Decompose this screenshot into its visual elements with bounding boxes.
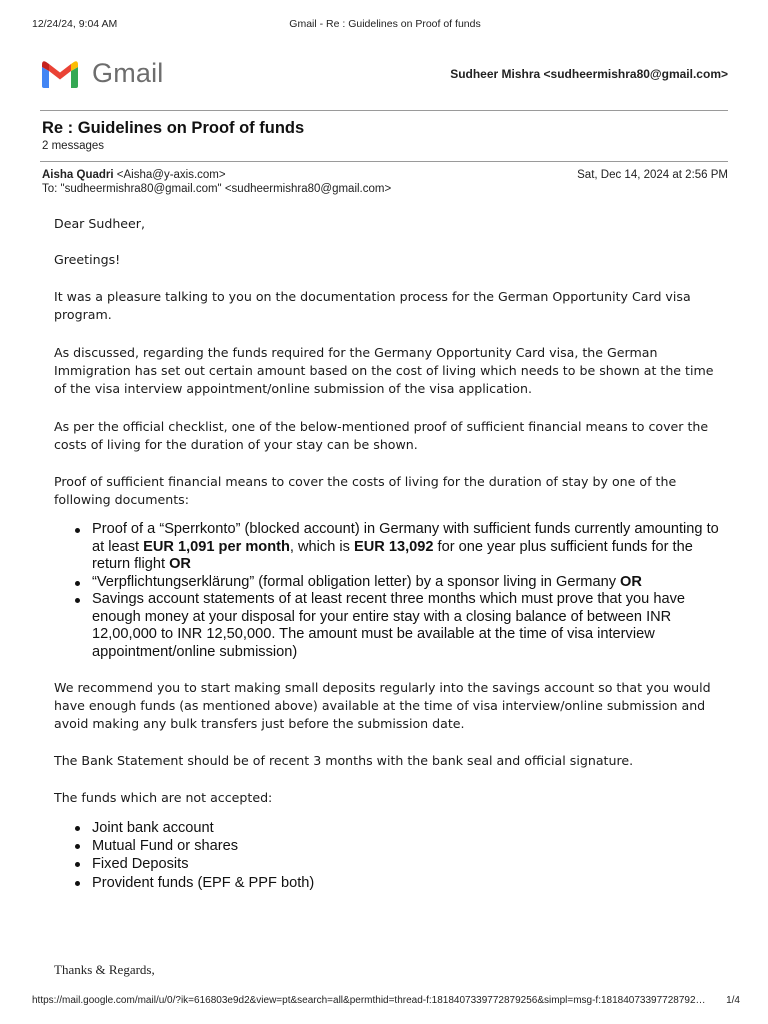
print-title: Gmail - Re : Guidelines on Proof of funds (289, 18, 481, 30)
sender-line (42, 169, 226, 181)
list-item-bold: EUR 13,092 (353, 538, 434, 555)
account-label: Sudheer Mishra <sudheermishra80@gmail.com> (450, 67, 728, 81)
signoff: Thanks & Regards, (54, 962, 155, 977)
page-number: 1/4 (726, 995, 740, 1006)
gmail-header (40, 55, 728, 99)
list-item: Joint bank account (74, 819, 724, 837)
list-item: Provident funds (EPF & PPF both) (74, 874, 724, 892)
list-item (74, 591, 724, 661)
page-url: https://mail.google.com/mail/u/0/?ik=616803e9d2&view=pt&search=all&permthid=thread-f:1818407339772879256&simpl=msg-f:18184073397728792… (32, 995, 706, 1006)
body-paragraph-deposits: We recommend you to start making small deposits regularly into the savings account so that you would have enough funds (as mentioned above) available at the time of visa interview/online submission and avoid making any bulk transfers just before the submission date. (54, 680, 711, 731)
body-paragraph-not-accepted: The funds which are not accepted: (54, 790, 273, 805)
body-paragraph-statement: The Bank Statement should be of recent 3 months with the bank seal and official signature. (54, 753, 634, 768)
thread-subject: Re : Guidelines on Proof of funds (42, 119, 305, 137)
body-paragraph-funds: As discussed, regarding the funds required for the Germany Opportunity Card visa, the German Immigration has set out certain amount based on the cost of living which needs to be shown at the time of the visa interview appointment/online submission of the visa application. (54, 345, 714, 396)
sender-name: Aisha Quadri (42, 169, 114, 181)
message-count: 2 messages (42, 140, 105, 152)
not-accepted-list (74, 819, 724, 892)
body-paragraph-proof: Proof of sufficient financial means to cover the costs of living for the duration of stay by one of the following documents: (54, 474, 677, 507)
sender-email: <Aisha@y-axis.com> (116, 169, 226, 181)
recipient-line: To: "sudheermishra80@gmail.com" <sudheermishra80@gmail.com> (42, 183, 392, 195)
gmail-logo-text: Gmail (92, 58, 164, 88)
list-item-bold: OR (620, 573, 642, 590)
list-item-text: Proof of a “Sperrkonto” (blocked account) in Germany with sufficient funds currently amounting to at least (92, 521, 719, 555)
proof-documents-list (74, 521, 724, 661)
gmail-m-icon (40, 57, 80, 91)
list-item: Mutual Fund or shares (74, 837, 724, 855)
list-item-text: for one year plus sufficient funds for the return flight (92, 538, 693, 572)
header-divider (40, 110, 728, 111)
list-item-text: Savings account statements of at least recent three months which must prove that you have enough money at your disposal for your entire stay with a closing balance of between INR 12,00,000 to INR 12,50,000. The amount must be available at the time of visa interview appointment/online submission) (92, 591, 685, 660)
list-item: Fixed Deposits (74, 855, 724, 873)
body-greetings: Greetings! (54, 252, 121, 267)
message-date: Sat, Dec 14, 2024 at 2:56 PM (577, 169, 728, 181)
list-item-bold: OR (169, 556, 191, 572)
body-greeting: Dear Sudheer, (54, 216, 145, 231)
subject-divider (40, 161, 728, 162)
list-item-text: , which is (289, 538, 354, 555)
print-timestamp: 12/24/24, 9:04 AM (32, 18, 118, 30)
list-item-bold: EUR 1,091 per month (143, 538, 290, 555)
body-paragraph-checklist: As per the official checklist, one of the below-mentioned proof of sufficient financial means to cover the costs of living for the duration of your stay can be shown. (54, 419, 709, 452)
list-item (74, 521, 724, 574)
list-item (74, 574, 724, 592)
list-item-text: “Verpflichtungserklärung” (formal obligation letter) by a sponsor living in Germany (92, 573, 621, 590)
body-paragraph-intro: It was a pleasure talking to you on the documentation process for the German Opportunity Card visa program. (54, 289, 691, 322)
